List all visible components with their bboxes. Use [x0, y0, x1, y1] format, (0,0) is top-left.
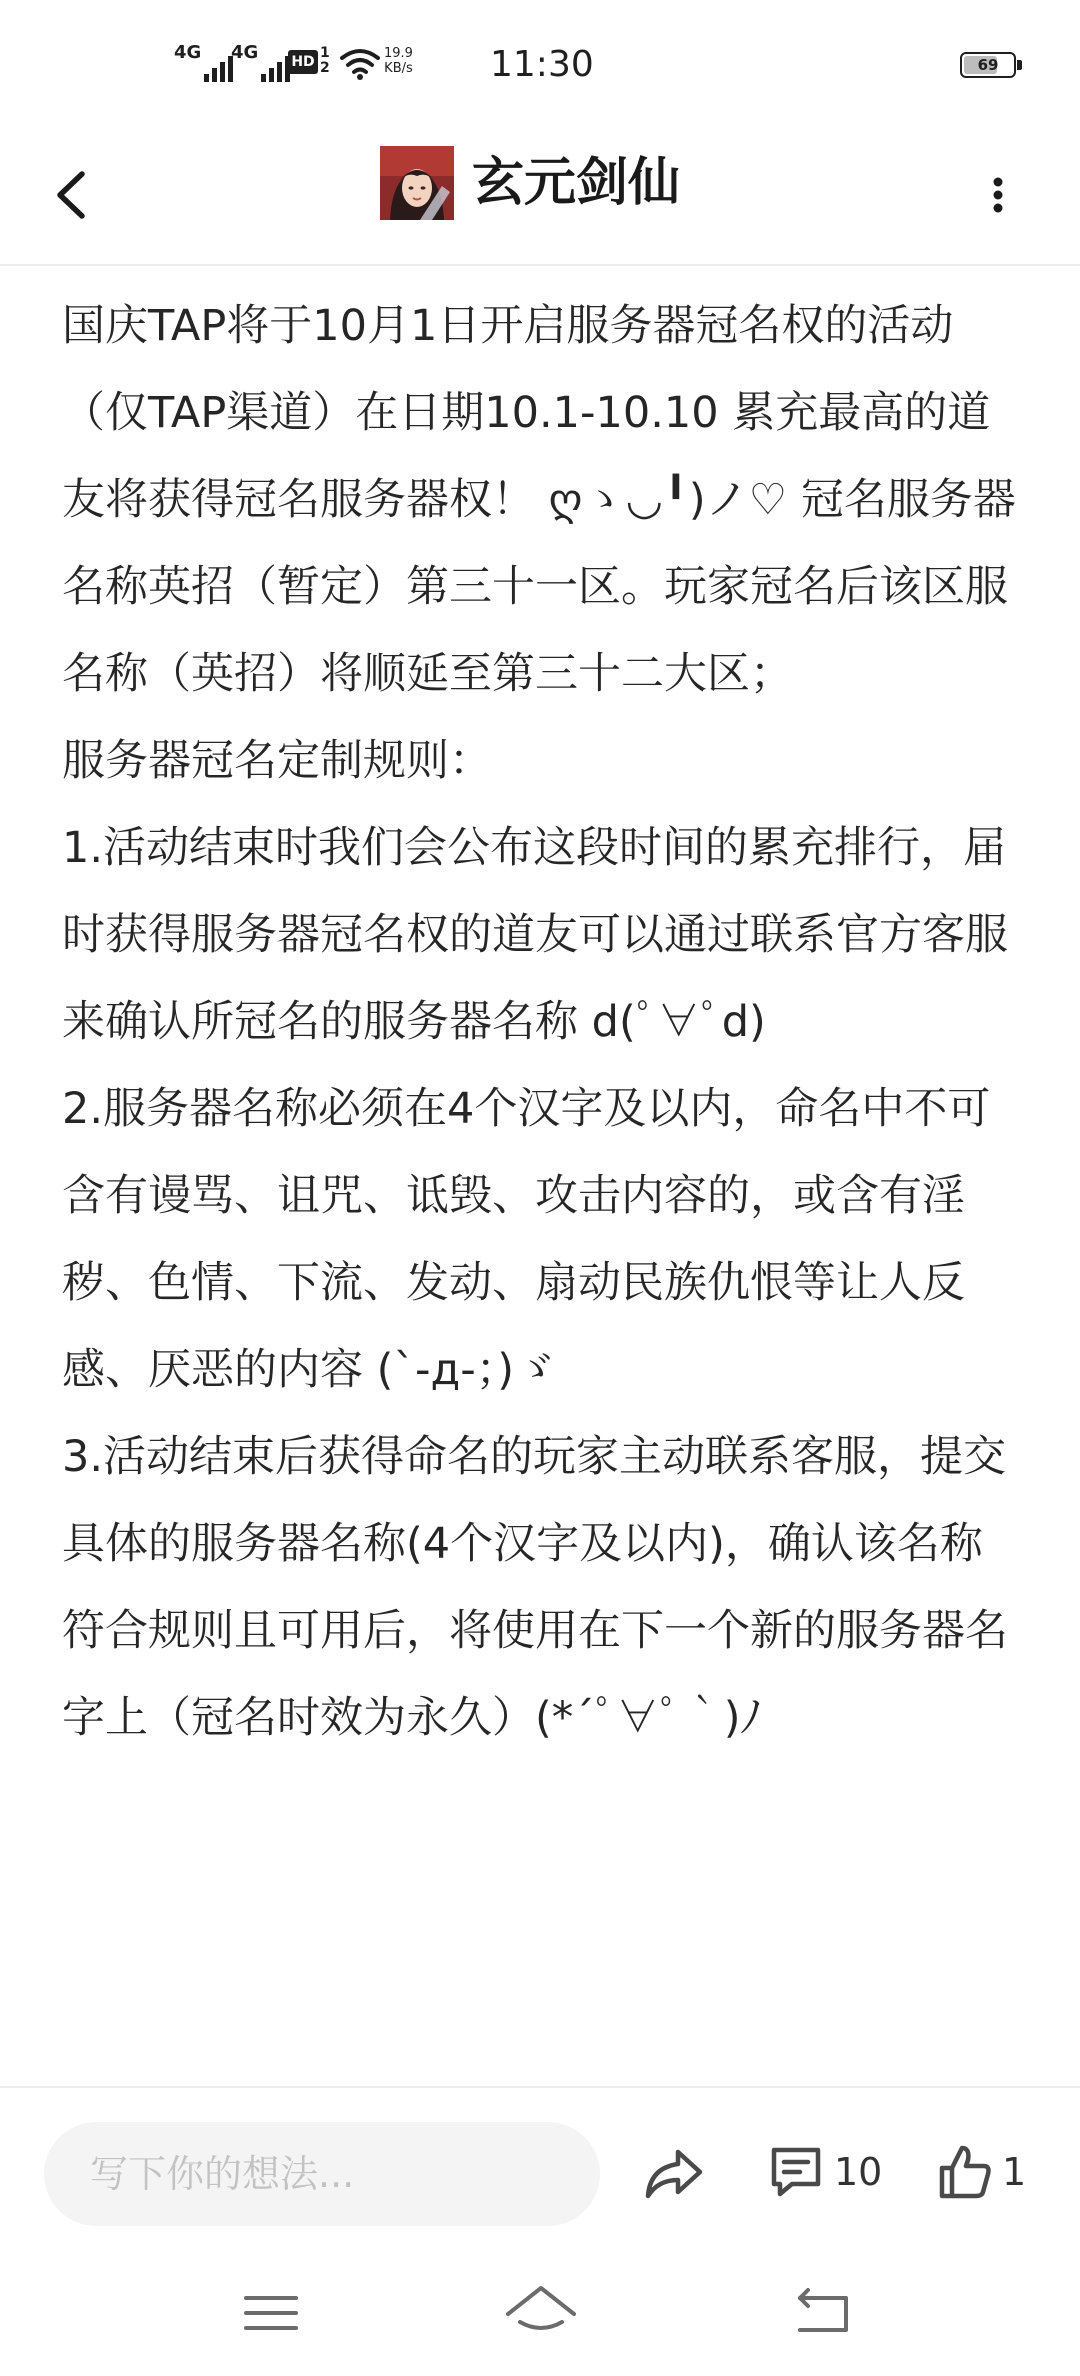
bottom-action-bar	[0, 2086, 1080, 2252]
clock: 11:30	[490, 44, 594, 85]
game-avatar[interactable]	[380, 146, 454, 220]
vertical-dots-icon	[978, 160, 1018, 230]
back-icon	[778, 2268, 868, 2358]
system-menu-button[interactable]	[226, 2268, 316, 2358]
back-button[interactable]	[40, 160, 110, 230]
signal-strength-1	[174, 44, 233, 82]
home-icon	[496, 2268, 586, 2358]
comment-input[interactable]	[44, 2122, 600, 2226]
battery-cap	[1017, 60, 1022, 70]
post-text: 国庆TAP将于10月1日开启服务器冠名权的活动（仅TAP渠道）在日期10.1-10.10 累充最高的道友将获得冠名服务器权！ ღゝ◡╹)ノ♡ 冠名服务器名称英招（暂定）第三十一区。玩家冠名后该区服名称（英招）将顺延至第三十二大区； 服务器冠名定制规则： 1.活动结束时我们会公布这段时间的累充排行，届时获得服务器冠名权的道友可以通过联系官方客服来确认所冠名的服务器名称 d(ﾟ∀ﾟd) 2.服务器名称必须在4个汉字及以内，命名中不可含有谩骂、诅咒、诋毁、攻击内容的，或含有淫秽、色情、下流、发动、扇动民族仇恨等让人反感、厌恶的内容 (`-д-；)ゞ 3.活动结束后获得命名的玩家主动联系客服，提交具体的服务器名称(4个汉字及以内)，确认该名称符合规则且可用后，将使用在下一个新的服务器名字上（冠名时效为永久）(*´ﾟ∀ﾟ｀)ﾉ	[62, 301, 1016, 1743]
chevron-left-icon	[40, 160, 110, 230]
network-speed	[384, 46, 413, 76]
system-navigation-bar	[0, 2250, 1080, 2376]
signal-bars-icon	[261, 54, 290, 82]
signal-bars-icon	[204, 54, 233, 82]
system-back-button[interactable]	[778, 2268, 868, 2358]
like-count: 1	[1002, 2150, 1027, 2194]
post-body	[62, 196, 1022, 1762]
comment-icon	[766, 2142, 826, 2202]
comment-count: 10	[834, 2150, 883, 2194]
wifi-icon	[340, 48, 380, 80]
page-title: 玄元剑仙	[472, 153, 681, 213]
share-icon	[640, 2138, 710, 2208]
game-character-icon	[380, 146, 454, 220]
hd-voice-badge: HD	[288, 50, 318, 74]
comments-button[interactable]	[766, 2132, 882, 2212]
thumbs-up-icon	[934, 2142, 994, 2202]
network-speed-unit: KB/s	[384, 61, 413, 76]
like-button[interactable]	[934, 2132, 1026, 2212]
post-content	[0, 266, 1080, 2086]
share-button[interactable]	[640, 2138, 710, 2208]
status-bar	[0, 0, 1080, 130]
menu-icon	[226, 2268, 316, 2358]
signal-2-label: 4G	[231, 42, 259, 63]
signal-1-label: 4G	[174, 42, 202, 63]
hd-sim-indicator: 1 2	[320, 45, 330, 76]
battery-icon	[960, 52, 1016, 78]
more-options-button[interactable]	[978, 160, 1018, 230]
system-home-button[interactable]	[496, 2268, 586, 2358]
battery-level: 69	[977, 56, 999, 74]
network-speed-value: 19.9	[384, 46, 413, 61]
signal-strength-2	[231, 44, 290, 82]
top-navigation-bar	[0, 130, 1080, 266]
